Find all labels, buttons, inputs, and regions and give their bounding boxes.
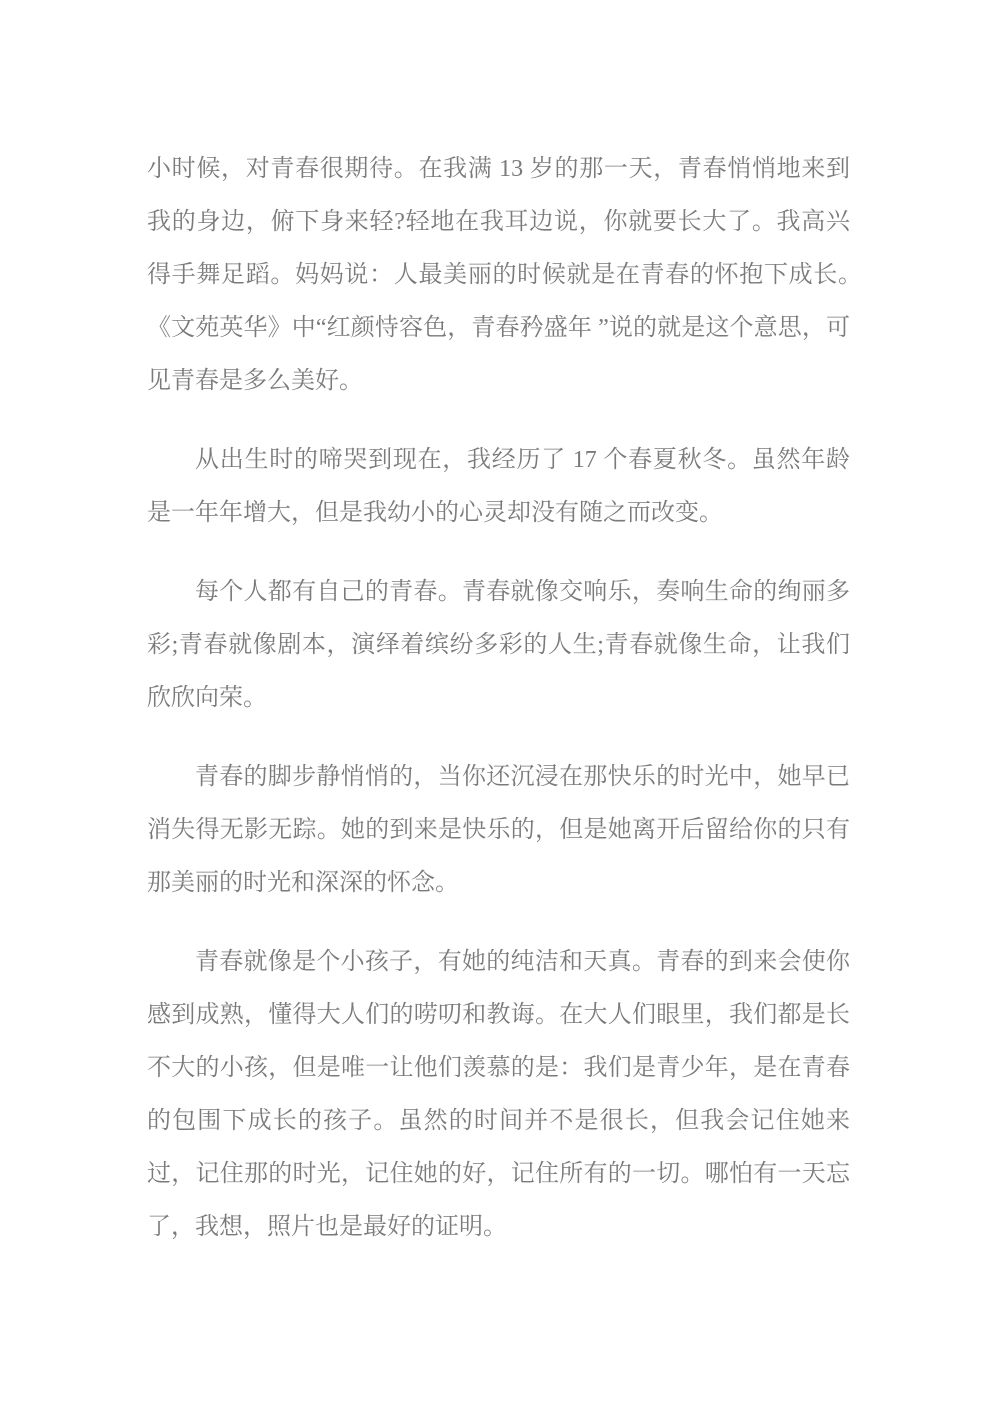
paragraph-3: 每个人都有自己的青春。青春就像交响乐，奏响生命的绚丽多彩;青春就像剧本，演绎着缤纷多彩的人生;青春就像生命，让我们欣欣向荣。 <box>147 579 850 711</box>
paragraph-5: 青春就像是个小孩子，有她的纯洁和天真。青春的到来会使你感到成熟，懂得大人们的唠叨和教诲。在大人们眼里，我们都是长不大的小孩，但是唯一让他们羡慕的是：我们是青少年，是在青春的包围下成长的孩子。虽然的时间并不是很长，但我会记住她来过，记住那的时光，记住她的好，记住所有的一切。哪怕有一天忘了，我想，照片也是最好的证明。 <box>147 949 850 1240</box>
paragraph-4: 青春的脚步静悄悄的，当你还沉浸在那快乐的时光中，她早已消失得无影无踪。她的到来是快乐的，但是她离开后留给你的只有那美丽的时光和深深的怀念。 <box>147 764 850 896</box>
paragraph-2: 从出生时的啼哭到现在，我经历了 17 个春夏秋冬。虽然年龄是一年年增大，但是我幼小的心灵却没有随之而改变。 <box>147 447 850 526</box>
paragraph-1: 小时候，对青春很期待。在我满 13 岁的那一天，青春悄悄地来到我的身边，俯下身来轻?轻地在我耳边说，你就要长大了。我高兴得手舞足蹈。妈妈说：人最美丽的时候就是在青春的怀抱下成长。 《文苑英华》中“红颜恃容色，青春矜盛年 ”说的就是这个意思，可见青春是多么美好。 <box>147 156 874 394</box>
